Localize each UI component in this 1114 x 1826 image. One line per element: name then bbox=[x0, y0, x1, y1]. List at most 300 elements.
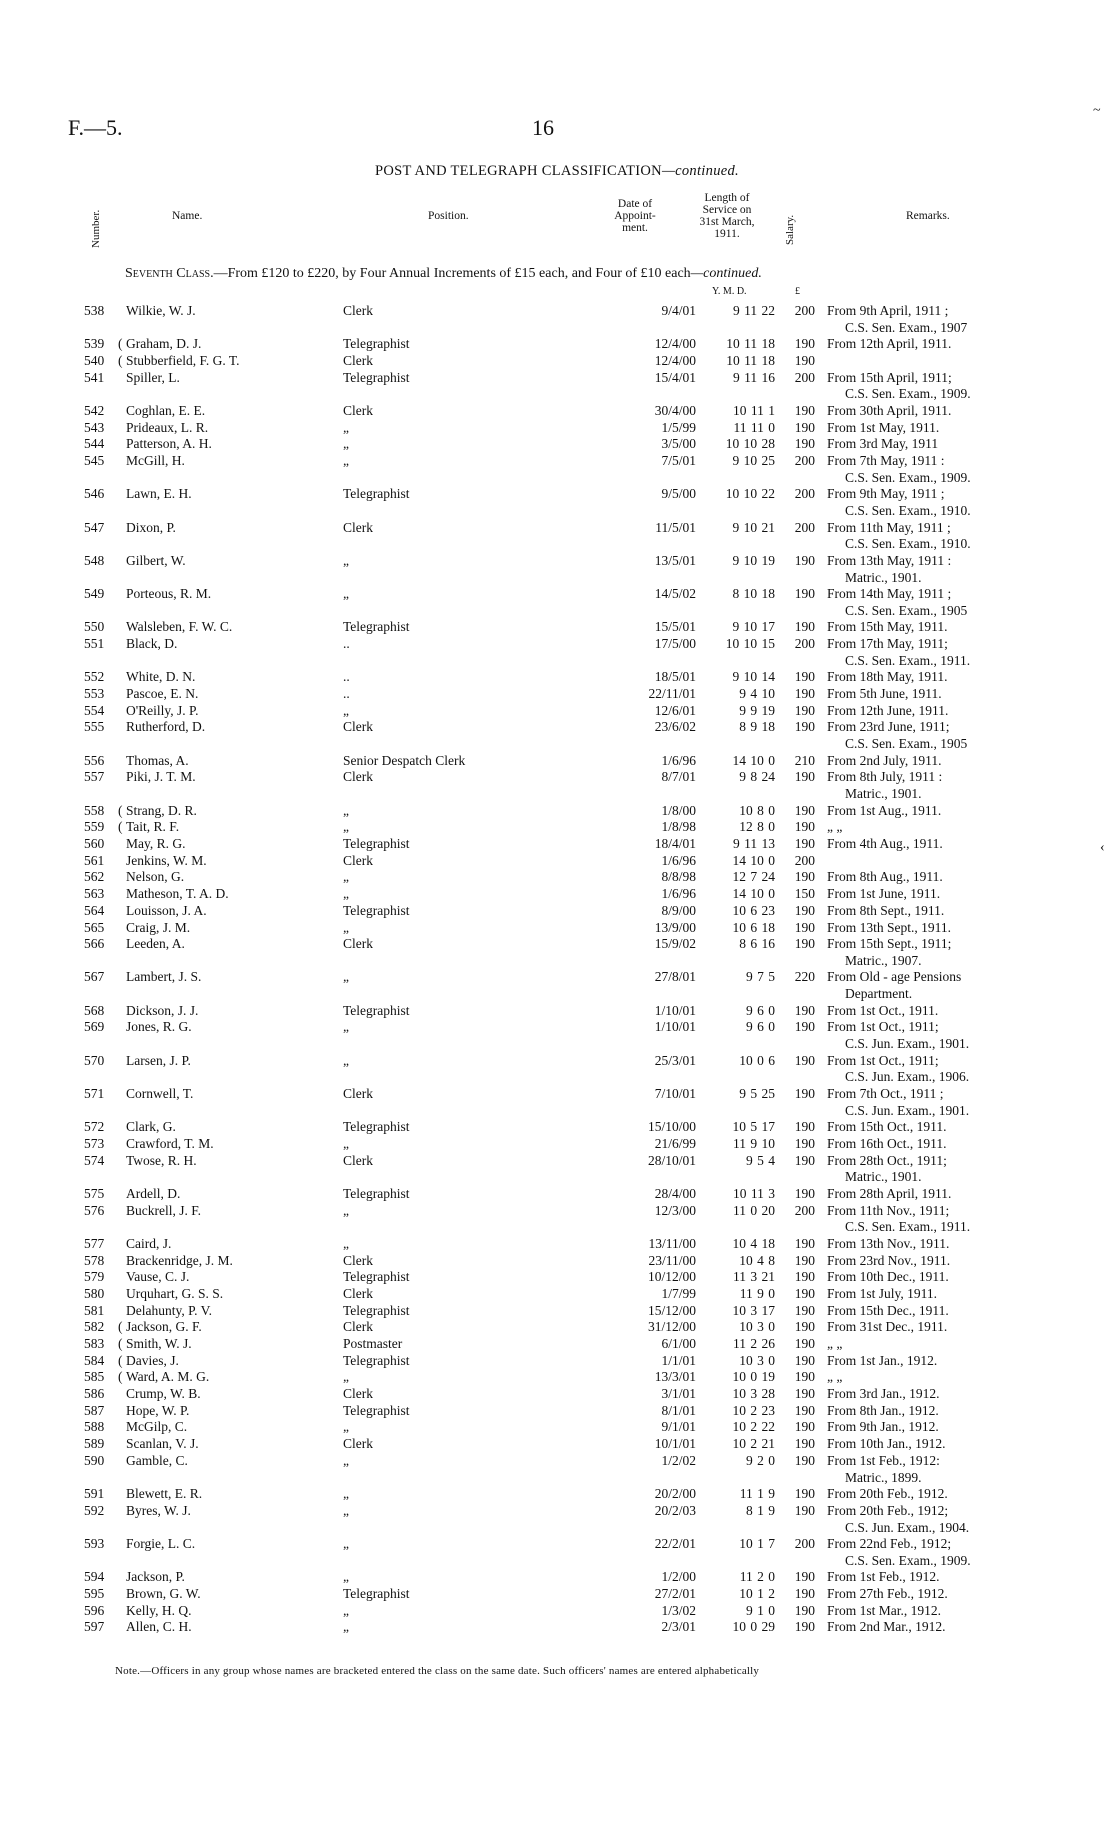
officer-position: Clerk bbox=[343, 1436, 373, 1452]
officer-name: Jenkins, W. M. bbox=[126, 852, 207, 868]
salary: 190 bbox=[794, 769, 815, 785]
appointment-date: 1/3/02 bbox=[661, 1602, 696, 1618]
row-number: 585 bbox=[84, 1369, 105, 1385]
officer-name: Tait, R. F. bbox=[126, 819, 180, 835]
table-row bbox=[0, 903, 1114, 920]
row-number: 538 bbox=[84, 303, 105, 318]
appointment-date: 8/9/00 bbox=[661, 902, 696, 918]
row-number: 575 bbox=[84, 1185, 105, 1201]
salary: 190 bbox=[794, 936, 815, 952]
table-row bbox=[0, 369, 1114, 402]
table-row bbox=[0, 1486, 1114, 1503]
table-row bbox=[0, 519, 1114, 552]
remarks: „ „ bbox=[827, 1369, 843, 1385]
table-row bbox=[0, 1019, 1114, 1052]
remarks: From 20th Feb., 1912. bbox=[827, 1486, 948, 1502]
table-row bbox=[0, 1269, 1114, 1286]
appointment-date: 15/4/01 bbox=[654, 369, 696, 385]
appointment-date: 3/5/00 bbox=[661, 436, 696, 452]
officer-position: Telegraphist bbox=[343, 1269, 410, 1285]
salary: 190 bbox=[794, 1269, 815, 1285]
remarks: From 9th April, 1911 ; bbox=[827, 303, 949, 318]
officer-name: Allen, C. H. bbox=[126, 1619, 192, 1635]
salary: 200 bbox=[794, 453, 815, 468]
appointment-date: 15/5/01 bbox=[654, 619, 696, 635]
officer-position: Postmaster bbox=[343, 1336, 403, 1352]
remarks: From 27th Feb., 1912. bbox=[827, 1586, 948, 1602]
length-of-service: 10 5 17 bbox=[732, 1119, 775, 1135]
remarks: From 2nd Mar., 1912. bbox=[827, 1619, 946, 1635]
remarks: From 15th Dec., 1911. bbox=[827, 1302, 949, 1318]
appointment-date: 18/4/01 bbox=[654, 836, 696, 852]
officer-position: „ bbox=[343, 1202, 349, 1218]
salary: 190 bbox=[794, 402, 815, 418]
length-of-service: 12 7 24 bbox=[732, 869, 775, 885]
table-row bbox=[0, 636, 1114, 668]
salary: 190 bbox=[794, 1386, 815, 1402]
salary: 190 bbox=[794, 919, 815, 935]
officer-name: Crump, W. B. bbox=[126, 1386, 201, 1402]
row-number: 567 bbox=[84, 969, 105, 985]
salary: 190 bbox=[794, 1086, 815, 1101]
salary: 190 bbox=[794, 1486, 815, 1502]
row-number: 589 bbox=[84, 1436, 105, 1452]
officer-name: Davies, J. bbox=[126, 1352, 179, 1368]
table-row bbox=[0, 1186, 1114, 1203]
officer-name: Thomas, A. bbox=[126, 752, 189, 768]
page-title-continued: —continued. bbox=[661, 163, 739, 179]
officer-position: „ bbox=[343, 1235, 349, 1251]
group-bracket: ( bbox=[118, 1319, 123, 1335]
table-row bbox=[0, 1502, 1114, 1535]
remarks: From 20th Feb., 1912; bbox=[827, 1502, 949, 1518]
table-row bbox=[0, 1052, 1114, 1085]
officer-position: „ bbox=[343, 436, 349, 452]
length-of-service: 8 10 18 bbox=[732, 586, 775, 602]
length-of-service: 11 9 0 bbox=[739, 1285, 775, 1301]
page-number: 16 bbox=[532, 115, 554, 140]
remarks: From 17th May, 1911; bbox=[827, 636, 948, 652]
table-row bbox=[0, 420, 1114, 437]
length-of-service: 8 6 16 bbox=[739, 936, 775, 952]
remarks: From 16th Oct., 1911. bbox=[827, 1135, 947, 1151]
row-number: 560 bbox=[84, 836, 105, 852]
salary: 190 bbox=[794, 1052, 815, 1068]
salary: 190 bbox=[794, 1602, 815, 1618]
salary: 190 bbox=[794, 1419, 815, 1435]
appointment-date: 7/10/01 bbox=[654, 1086, 696, 1101]
officer-name: Jackson, P. bbox=[126, 1569, 185, 1585]
salary: 190 bbox=[794, 1569, 815, 1585]
salary: 190 bbox=[794, 619, 815, 635]
officer-position: Telegraphist bbox=[343, 1586, 410, 1602]
row-number: 596 bbox=[84, 1602, 105, 1618]
table-row bbox=[0, 886, 1114, 903]
column-header-date bbox=[600, 198, 670, 234]
table-row bbox=[0, 1603, 1114, 1620]
appointment-date: 1/10/01 bbox=[654, 1002, 696, 1018]
table-row bbox=[0, 920, 1114, 937]
row-number: 553 bbox=[84, 686, 105, 702]
officer-position: „ bbox=[343, 1536, 349, 1552]
remarks: From 1st June, 1911. bbox=[827, 886, 941, 902]
appointment-date: 1/5/99 bbox=[661, 419, 696, 435]
officer-position: Telegraphist bbox=[343, 1402, 410, 1418]
row-number: 577 bbox=[84, 1235, 105, 1251]
remarks: From 4th Aug., 1911. bbox=[827, 836, 943, 852]
length-of-service: 8 9 18 bbox=[739, 719, 775, 735]
officer-name: Hope, W. P. bbox=[126, 1402, 190, 1418]
officer-name: Leeden, A. bbox=[126, 936, 185, 952]
row-number: 569 bbox=[84, 1019, 105, 1035]
remarks-continuation: C.S. Sen. Exam., 1909. bbox=[845, 1552, 971, 1568]
remarks: „ „ bbox=[827, 1336, 843, 1352]
appointment-date: 9/1/01 bbox=[661, 1419, 696, 1435]
salary: 190 bbox=[794, 686, 815, 702]
officer-name: Black, D. bbox=[126, 636, 178, 652]
length-of-service: 14 10 0 bbox=[732, 852, 775, 868]
remarks: From 1st Mar., 1912. bbox=[827, 1602, 942, 1618]
length-of-service: 10 2 22 bbox=[732, 1419, 775, 1435]
table-row bbox=[0, 853, 1114, 870]
length-of-service: 10 2 21 bbox=[732, 1436, 775, 1452]
salary: 190 bbox=[794, 336, 815, 352]
officer-name: Twose, R. H. bbox=[126, 1152, 197, 1168]
remarks: From 15th Sept., 1911; bbox=[827, 936, 952, 952]
officer-name: Clark, G. bbox=[126, 1119, 176, 1135]
row-number: 552 bbox=[84, 669, 105, 685]
remarks: From 11th Nov., 1911; bbox=[827, 1202, 950, 1218]
remarks: From 1st July, 1911. bbox=[827, 1285, 938, 1301]
table-row bbox=[0, 869, 1114, 886]
appointment-date: 9/4/01 bbox=[661, 303, 696, 318]
appointment-date: 23/6/02 bbox=[654, 719, 696, 735]
salary: 190 bbox=[794, 1436, 815, 1452]
table-row bbox=[0, 703, 1114, 720]
appointment-date: 1/8/98 bbox=[661, 819, 696, 835]
table-row bbox=[0, 1152, 1114, 1185]
officer-name: Walsleben, F. W. C. bbox=[126, 619, 233, 635]
remarks-continuation: Matric., 1899. bbox=[845, 1469, 922, 1485]
remarks: From 8th Aug., 1911. bbox=[827, 869, 943, 885]
row-number: 555 bbox=[84, 719, 105, 735]
table-row bbox=[0, 1319, 1114, 1336]
remarks: From 23rd Nov., 1911. bbox=[827, 1252, 951, 1268]
group-bracket: ( bbox=[118, 1352, 123, 1368]
appointment-date: 15/12/00 bbox=[647, 1302, 696, 1318]
remarks: From 23rd June, 1911; bbox=[827, 719, 950, 735]
officer-position: Clerk bbox=[343, 1086, 373, 1101]
appointment-date: 1/6/96 bbox=[661, 752, 696, 768]
appointment-date: 31/12/00 bbox=[647, 1319, 696, 1335]
officer-position: Telegraphist bbox=[343, 369, 410, 385]
remarks-continuation: Matric., 1907. bbox=[845, 952, 922, 968]
officer-name: Matheson, T. A. D. bbox=[126, 886, 229, 902]
salary: 190 bbox=[794, 1285, 815, 1301]
table-row bbox=[0, 1236, 1114, 1253]
salary: 190 bbox=[794, 1319, 815, 1335]
length-of-service: 9 10 25 bbox=[732, 453, 775, 468]
table-row bbox=[0, 1286, 1114, 1303]
length-of-service: 11 1 9 bbox=[739, 1486, 775, 1502]
officer-name: McGill, H. bbox=[126, 453, 185, 468]
length-of-service: 10 4 18 bbox=[732, 1235, 775, 1251]
officer-position: Telegraphist bbox=[343, 619, 410, 635]
length-of-service: 10 0 19 bbox=[732, 1369, 775, 1385]
remarks: From 22nd Feb., 1912; bbox=[827, 1536, 952, 1552]
remarks: From 11th May, 1911 ; bbox=[827, 519, 951, 535]
table-row bbox=[0, 486, 1114, 518]
column-header-length-line: 1911. bbox=[714, 228, 740, 240]
remarks: From 10th Dec., 1911. bbox=[827, 1269, 949, 1285]
row-number: 573 bbox=[84, 1135, 105, 1151]
officer-name: Ardell, D. bbox=[126, 1185, 181, 1201]
remarks: From Old - age Pensions bbox=[827, 969, 962, 985]
column-header-remarks: Remarks. bbox=[906, 210, 950, 222]
length-of-service: 9 10 19 bbox=[732, 552, 775, 568]
table-row bbox=[0, 1353, 1114, 1370]
salary: 190 bbox=[794, 1119, 815, 1135]
row-number: 578 bbox=[84, 1252, 105, 1268]
length-of-service: 11 0 20 bbox=[733, 1202, 775, 1218]
length-of-service: 9 10 17 bbox=[732, 619, 775, 635]
salary: 190 bbox=[794, 869, 815, 885]
table-row bbox=[0, 1586, 1114, 1603]
salary: 190 bbox=[794, 836, 815, 852]
officer-position: Clerk bbox=[343, 1386, 373, 1402]
column-header-length-of-service bbox=[682, 192, 772, 240]
appointment-date: 21/6/99 bbox=[654, 1135, 696, 1151]
salary: 200 bbox=[794, 303, 815, 318]
appointment-date: 20/2/00 bbox=[654, 1486, 696, 1502]
salary: 190 bbox=[794, 1302, 815, 1318]
table-row bbox=[0, 586, 1114, 618]
appointment-date: 22/11/01 bbox=[648, 686, 696, 702]
table-row bbox=[0, 1003, 1114, 1020]
class-heading-label: Seventh Class. bbox=[125, 266, 214, 281]
officer-position: Senior Despatch Clerk bbox=[343, 752, 466, 768]
appointment-date: 1/6/96 bbox=[661, 886, 696, 902]
officer-position: .. bbox=[343, 686, 350, 702]
table-row bbox=[0, 1369, 1114, 1386]
row-number: 579 bbox=[84, 1269, 105, 1285]
length-of-service: 10 0 6 bbox=[739, 1052, 775, 1068]
officer-name: Lawn, E. H. bbox=[126, 486, 192, 502]
remarks-continuation: C.S. Sen. Exam., 1905 bbox=[845, 602, 968, 618]
appointment-date: 22/2/01 bbox=[654, 1536, 696, 1552]
officer-name: Lambert, J. S. bbox=[126, 969, 202, 985]
appointment-date: 1/8/00 bbox=[661, 802, 696, 818]
remarks: From 8th July, 1911 : bbox=[827, 769, 943, 785]
row-number: 545 bbox=[84, 453, 105, 468]
salary: 190 bbox=[794, 902, 815, 918]
table-row bbox=[0, 753, 1114, 770]
officer-position: „ bbox=[343, 419, 349, 435]
salary: 190 bbox=[794, 419, 815, 435]
remarks-continuation: C.S. Jun. Exam., 1904. bbox=[845, 1519, 970, 1535]
length-of-service: 10 6 23 bbox=[732, 902, 775, 918]
table-row bbox=[0, 1136, 1114, 1153]
row-number: 582 bbox=[84, 1319, 105, 1335]
length-of-service: 14 10 0 bbox=[732, 752, 775, 768]
appointment-date: 13/11/00 bbox=[648, 1235, 696, 1251]
officer-position: Clerk bbox=[343, 936, 373, 952]
officer-name: Gamble, C. bbox=[126, 1452, 188, 1468]
appointment-date: 8/8/98 bbox=[661, 869, 696, 885]
officer-name: Caird, J. bbox=[126, 1235, 172, 1251]
remarks-continuation: C.S. Jun. Exam., 1906. bbox=[845, 1069, 970, 1085]
officer-position: Clerk bbox=[343, 1252, 373, 1268]
table-row bbox=[0, 453, 1114, 485]
officer-position: Telegraphist bbox=[343, 1119, 410, 1135]
officer-position: „ bbox=[343, 919, 349, 935]
salary: 190 bbox=[794, 1352, 815, 1368]
salary: 190 bbox=[794, 1619, 815, 1635]
officer-name: Crawford, T. M. bbox=[126, 1135, 214, 1151]
remarks-continuation: C.S. Jun. Exam., 1901. bbox=[845, 1102, 970, 1118]
officer-name: Blewett, E. R. bbox=[126, 1486, 203, 1502]
row-number: 584 bbox=[84, 1352, 105, 1368]
row-number: 588 bbox=[84, 1419, 105, 1435]
column-header-salary: Salary. bbox=[784, 214, 796, 245]
appointment-date: 9/5/00 bbox=[661, 486, 696, 502]
remarks: From 13th Nov., 1911. bbox=[827, 1235, 950, 1251]
table-row bbox=[0, 1419, 1114, 1436]
officer-position: Telegraphist bbox=[343, 336, 410, 352]
row-number: 570 bbox=[84, 1052, 105, 1068]
officer-position: Telegraphist bbox=[343, 1352, 410, 1368]
appointment-date: 12/3/00 bbox=[654, 1202, 696, 1218]
remarks: From 1st Oct., 1911; bbox=[827, 1019, 939, 1035]
length-of-service: 9 7 5 bbox=[746, 969, 775, 985]
officer-position: Clerk bbox=[343, 519, 373, 535]
row-number: 590 bbox=[84, 1452, 105, 1468]
officer-name: Jones, R. G. bbox=[126, 1019, 192, 1035]
officer-name: Wilkie, W. J. bbox=[126, 303, 196, 318]
table-row bbox=[0, 969, 1114, 1002]
officer-position: „ bbox=[343, 1019, 349, 1035]
remarks: From 28th April, 1911. bbox=[827, 1185, 952, 1201]
length-of-service: 9 11 16 bbox=[733, 369, 775, 385]
salary: 190 bbox=[794, 1152, 815, 1168]
officer-position: Telegraphist bbox=[343, 1002, 410, 1018]
length-of-service: 9 5 25 bbox=[739, 1086, 775, 1101]
length-of-service: 10 11 1 bbox=[733, 402, 775, 418]
group-bracket: ( bbox=[118, 1369, 123, 1385]
row-number: 550 bbox=[84, 619, 105, 635]
column-header-length-line: 31st March, bbox=[699, 216, 755, 228]
officer-name: Brown, G. W. bbox=[126, 1586, 201, 1602]
remarks: From 1st Feb., 1912. bbox=[827, 1569, 940, 1585]
salary: 200 bbox=[794, 852, 815, 868]
officer-position: „ bbox=[343, 552, 349, 568]
table-row bbox=[0, 353, 1114, 370]
remarks: „ „ bbox=[827, 819, 843, 835]
row-number: 581 bbox=[84, 1302, 105, 1318]
table-row bbox=[0, 1253, 1114, 1270]
appointment-date: 8/1/01 bbox=[661, 1402, 696, 1418]
officer-position: Clerk bbox=[343, 719, 373, 735]
column-header-date-line: ment. bbox=[622, 222, 648, 234]
appointment-date: 23/11/00 bbox=[648, 1252, 696, 1268]
row-number: 557 bbox=[84, 769, 105, 785]
officer-position: Clerk bbox=[343, 1319, 373, 1335]
table-row bbox=[0, 1119, 1114, 1136]
officer-name: McGilp, C. bbox=[126, 1419, 188, 1435]
column-header-date-line: Date of bbox=[617, 198, 653, 210]
officer-position: Clerk bbox=[343, 1285, 373, 1301]
group-bracket: ( bbox=[118, 336, 123, 352]
row-number: 568 bbox=[84, 1002, 105, 1018]
row-number: 587 bbox=[84, 1402, 105, 1418]
row-number: 592 bbox=[84, 1502, 105, 1518]
table-row bbox=[0, 1336, 1114, 1353]
officer-name: May, R. G. bbox=[126, 836, 186, 852]
length-of-service: 11 2 26 bbox=[733, 1336, 775, 1352]
row-number: 539 bbox=[84, 336, 105, 352]
length-of-service: 9 6 0 bbox=[746, 1019, 775, 1035]
row-number: 546 bbox=[84, 486, 105, 502]
row-number: 548 bbox=[84, 552, 105, 568]
remarks-continuation: Matric., 1901. bbox=[845, 569, 922, 585]
officer-name: Piki, J. T. M. bbox=[126, 769, 196, 785]
salary: 190 bbox=[794, 819, 815, 835]
salary: 190 bbox=[794, 352, 815, 368]
officer-name: Kelly, H. Q. bbox=[126, 1602, 192, 1618]
table-row bbox=[0, 769, 1114, 802]
page-title bbox=[0, 163, 1114, 180]
table-row bbox=[0, 1403, 1114, 1420]
table-row bbox=[0, 1086, 1114, 1118]
row-number: 551 bbox=[84, 636, 105, 652]
row-number: 561 bbox=[84, 852, 105, 868]
length-of-service: 10 4 8 bbox=[739, 1252, 775, 1268]
column-header-position: Position. bbox=[428, 210, 469, 222]
page-reference: F.—5. bbox=[68, 115, 123, 140]
remarks: From 1st Oct., 1911. bbox=[827, 1002, 939, 1018]
remarks: From 14th May, 1911 ; bbox=[827, 586, 952, 602]
officer-name: Stubberfield, F. G. T. bbox=[126, 352, 240, 368]
column-header-length-line: Length of bbox=[704, 192, 750, 204]
salary: 190 bbox=[794, 1002, 815, 1018]
remarks: From 15th April, 1911; bbox=[827, 369, 952, 385]
appointment-date: 1/10/01 bbox=[654, 1019, 696, 1035]
column-header-number: Number. bbox=[90, 209, 102, 248]
officer-name: Patterson, A. H. bbox=[126, 436, 212, 452]
officer-name: Porteous, R. M. bbox=[126, 586, 212, 602]
remarks-continuation: C.S. Sen. Exam., 1905 bbox=[845, 736, 968, 752]
length-of-service: 11 11 0 bbox=[733, 419, 775, 435]
row-number: 583 bbox=[84, 1336, 105, 1352]
row-number: 593 bbox=[84, 1536, 105, 1552]
officer-name: White, D. N. bbox=[126, 669, 196, 685]
appointment-date: 1/7/99 bbox=[661, 1285, 696, 1301]
remarks: From 18th May, 1911. bbox=[827, 669, 948, 685]
length-of-service: 9 9 19 bbox=[739, 702, 775, 718]
salary: 220 bbox=[794, 969, 815, 985]
margin-mark: ‹ bbox=[1100, 840, 1105, 855]
table-row bbox=[0, 1303, 1114, 1320]
remarks: From 13th Sept., 1911. bbox=[827, 919, 952, 935]
row-number: 563 bbox=[84, 886, 105, 902]
remarks-continuation: C.S. Sen. Exam., 1907 bbox=[845, 319, 968, 335]
class-heading bbox=[125, 266, 762, 282]
salary: 200 bbox=[794, 636, 815, 652]
remarks: From 3rd May, 1911 bbox=[827, 436, 939, 452]
appointment-date: 1/6/96 bbox=[661, 852, 696, 868]
length-of-service: 10 3 0 bbox=[739, 1352, 775, 1368]
appointment-date: 7/5/01 bbox=[661, 453, 696, 468]
